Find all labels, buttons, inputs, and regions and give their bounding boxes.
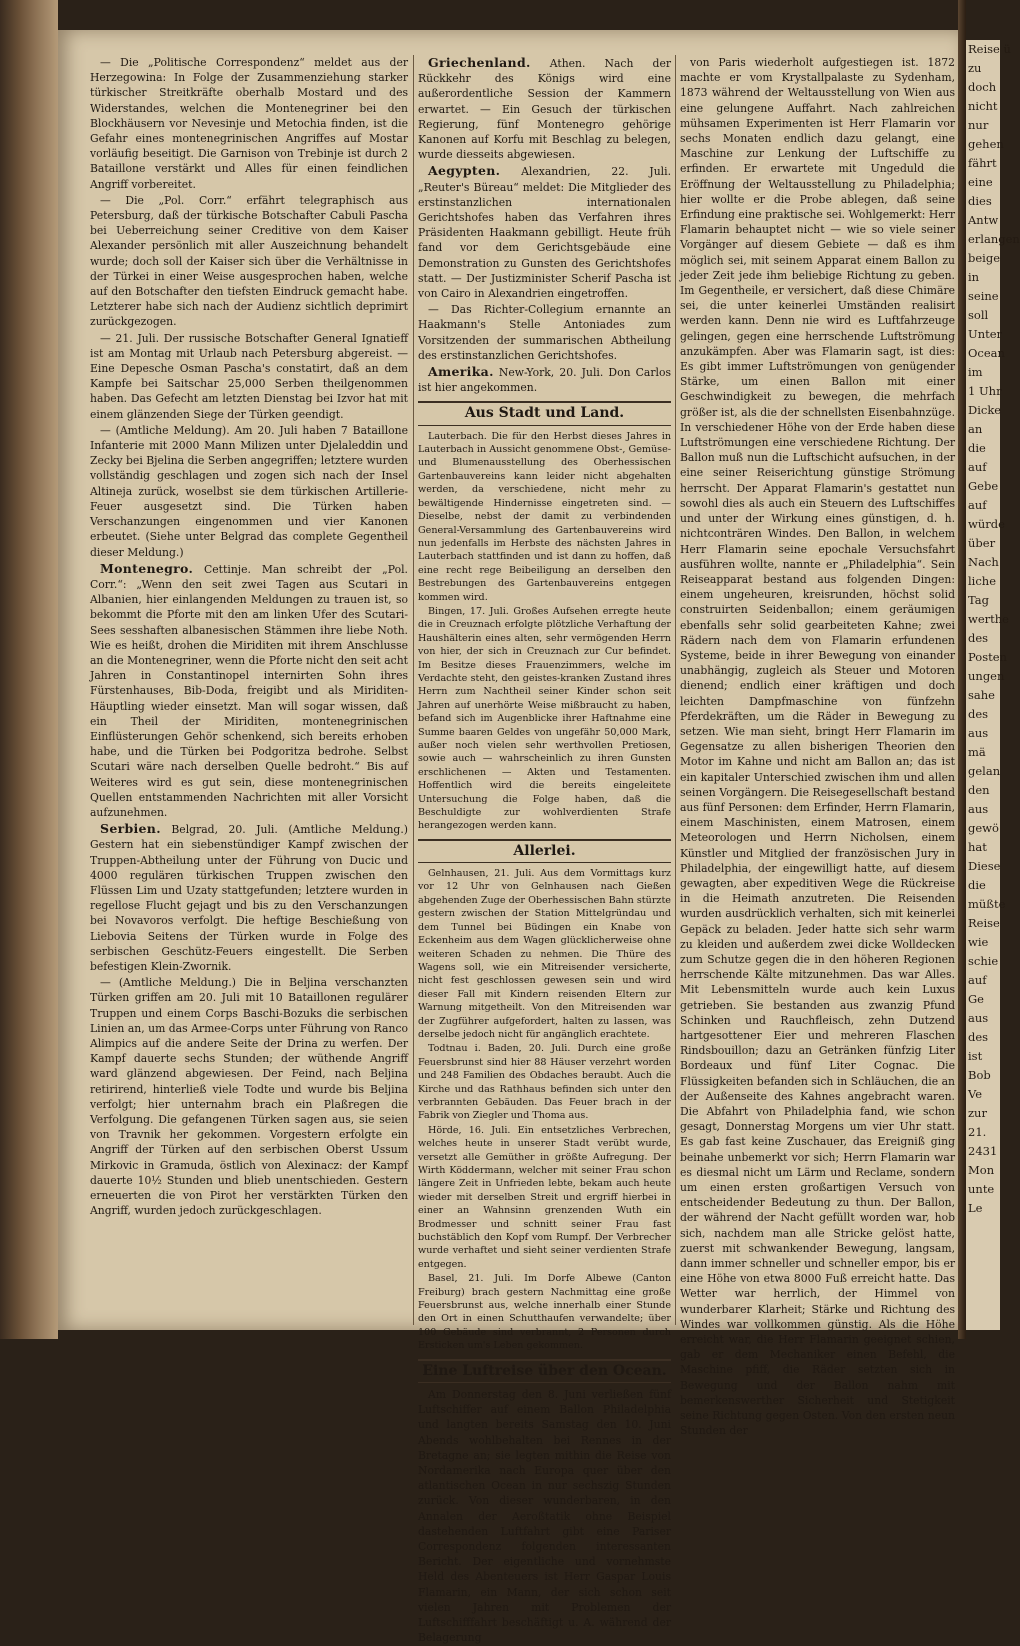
next-page-fragment: des (968, 1030, 989, 1044)
next-page-fragment: 2431 (968, 1144, 998, 1158)
next-page-fragment: hat (968, 840, 987, 854)
next-page-fragment: Bob (968, 1068, 991, 1082)
next-page-fragment: zur (968, 1106, 987, 1120)
paragraph: — 21. Juli. Der russische Botschafter General Ignatieff ist am Montag mit Urlaub nach Petersburg abgereist. — Eine Depesche Osman Pascha's constatirt, daß an dem Kampfe bei Saitschar 25,000 Serben theilgenommen haben. Das Gefecht am letzten Dienstag bei Izvor hat mit einem glänzenden Siege der Türken geendigt. (90, 331, 408, 421)
paragraph: — (Amtliche Meldung). Am 20. Juli haben 7 Bataillone Infanterie mit 2000 Mann Milizen unter Djelaleddin und Zecky bei Bjelina die Serben angegriffen; letztere wurden vollständig geschlagen und zogen sich nach der Insel Altineja zurück, woselbst sie dem türkischen Artillerie-Feuer ausgesetzt sind. Die Türken haben Verschanzungen eingenommen und vier Kanonen erbeutet. (Siehe unter Belgrad das complete Gegentheil dieser Meldung.) (90, 423, 408, 559)
next-page-fragment: in (968, 270, 980, 284)
next-page-fragment: an (968, 422, 983, 436)
book-binding (0, 0, 58, 1339)
next-page-fragment: schie (968, 954, 999, 968)
next-page-fragment: sahe (968, 688, 995, 702)
next-page-fragment: Tag (968, 593, 989, 607)
column-2 (418, 55, 671, 1646)
paragraph: Am Donnerstag den 8. Juni verließen fünf Luftschiffer auf einem Ballon Philadelphia und langten bereits Samstag den 10. Juni Abends wohlbehalten bei Rennes in der Bretagne an; sie legten mithin die Reise von Nordamerika nach Europa quer über den atlantischen Ocean in nur sechszig Stunden zurück. Von dieser wunderbaren, in den Annalen der Aeroßtatik ohne Beispiel dastehenden Luftfahrt gibt eine Pariser Correspondenz folgenden interessanten Bericht. Der eigentliche und vornehmste Held des Abenteuers ist Herr Gaspar Louis Flamarin, ein Mann, der sich schon seit vielen Jahren mit Problemen der Luftschifffahrt beschäftigt u. A. während der Belagerung (418, 1387, 671, 1645)
next-page-fragment: auf (968, 460, 987, 474)
section-heading: Griechenland. (428, 55, 531, 70)
next-page-fragment: den (968, 783, 990, 797)
next-page-fragment: liche (968, 574, 997, 588)
next-page-fragment: unte (968, 1182, 995, 1196)
next-page-fragment: eine (968, 175, 993, 189)
next-page-fragment: auf (968, 498, 987, 512)
next-page-fragment: auf (968, 973, 987, 987)
column-1 (90, 55, 408, 1219)
next-page-fragment: fährt (968, 156, 997, 170)
greece-section (418, 55, 671, 162)
next-page-fragment: Nach (968, 555, 999, 569)
next-page-fragment: die (968, 878, 986, 892)
paragraph: Hörde, 16. Juli. Ein entsetzliches Verbrechen, welches heute in unserer Stadt verübt wurde, versetzt alle Gemüther in größte Aufregung. Der Wirth Köddermann, welcher mit seiner Frau schon längere Zeit in Unfrieden lebte, bekam auch heute wieder mit derselben Streit und ergriff hierbei in einer an Wahnsinn grenzenden Wuth ein Brodmesser und schnitt seiner Frau fast buchstäblich den Kopf vom Rumpf. Der Verbrecher wurde verhaftet und sieht seiner verdienten Strafe entgegen. (418, 1124, 671, 1270)
misc-heading: Allerlei. (418, 839, 671, 863)
next-page-fragment: Diese (968, 859, 1001, 873)
serbien-section (90, 821, 408, 974)
next-page-edge (966, 40, 1020, 1330)
section-heading: Serbien. (100, 821, 161, 837)
next-page-fragment: seine (968, 289, 999, 303)
next-page-fragment: über (968, 536, 996, 550)
paragraph: Lauterbach. Die für den Herbst dieses Jahres in Lauterbach in Aussicht genommene Obst-, Gemüse- und Blumenausstellung des Oberhessischen Gartenbauvereins kann leider nicht abgehalten werden, da verschiedene, nicht mehr zu bewältigende Hindernisse eingetreten sind. — Dieselbe, nebst der damit zu verbindenden General-Versammlung des Gartenbauvereins wird nun jedenfalls im Herbste des nächsten Jahres in Lauterbach stattfinden und ist dann zu hoffen, daß eine recht rege Beibeiligung an derselben den Bestrebungen des Gartenbauvereins entgegen kommen wird. (418, 430, 671, 603)
next-page-fragment: des (968, 631, 989, 645)
next-page-fragment: 21. (968, 1125, 987, 1139)
next-page-fragment: Dicke (968, 403, 1002, 417)
section-heading: Montenegro. (100, 560, 194, 576)
next-page-fragment: doch (968, 80, 997, 94)
next-page-fragment: beige (968, 251, 1001, 265)
next-page-fragment: ist (968, 1049, 983, 1063)
next-page-fragment: werthe (968, 612, 1009, 626)
america-section (418, 364, 671, 395)
section-text: New-York, 20. Juli. Don Carlos ist hier angekommen. (418, 366, 671, 395)
section-text: Alexandrien, 22. Juli. „Reuter's Büreau“ meldet: Die Mitglieder des erstinstanzlichen internationalen Gerichtshofes haben das Verfahren ihres Präsidenten Haakmann gebilligt. Heute früh fand vor dem Gerichtsgebäude eine Demonstration zu Gunsten des Gerichtshofes statt. — Der Justizminister Scherif Pascha ist von Cairo in Alexandrien eingetroffen. (418, 165, 671, 301)
next-page-fragment: aus (968, 802, 989, 816)
egypt-section (418, 163, 671, 301)
page-gutter (958, 0, 966, 1339)
section-heading: Amerika. (428, 364, 494, 380)
next-page-fragment: nicht (968, 99, 998, 113)
paragraph: Basel, 21. Juli. Im Dorfe Albewe (Canton Freiburg) brach gestern Nachmittag eine große Feuersbrunst aus, welche innerhalb einer Stunde den Ort in einen Schutthaufen verwandelte; über 100 Gebäude sind verbrannt, 2 Personen durch Ersticken um's Leben gekommen. (418, 1273, 671, 1352)
paragraph: — Die „Pol. Corr.“ erfährt telegraphisch aus Petersburg, daß der türkische Botschafter Cabuli Pascha bei Ueberreichung seiner Creditive von dem Kaiser Alexander persönlich mit aller Auszeichnung behandelt wurde; doch soll der Kaiser sich über die Verhältnisse in der Türkei in einer Weise ausgesprochen haben, welche auf den Botschafter den tiefsten Eindruck gemacht habe. Letzterer habe sich nach der Audienz sichtlich deprimirt zurückgezogen. (90, 193, 408, 329)
paragraph: Bingen, 17. Juli. Großes Aufsehen erregte heute die in Creuznach erfolgte plötzliche Verhaftung der Haushälterin eines alten, sehr vermögenden Herrn von hier, der sich in Creuznach zur Cur befindet. Im Besitze dieses Frauenzimmers, welche im Verdachte steht, den geistes-kranken Zustand ihres Herrn zum Nachtheil seiner Kinder schon seit Jahren auf unerhörte Weise mißbraucht zu haben, befand sich im Augenblicke ihrer Haftnahme eine Summe baaren Geldes von ungefähr 50,000 Mark, außer noch vielen sehr werthvollen Pretiosen, sowie auch — wahrscheinlich zu ihren Gunsten erschlichenen — Akten und Testamenten. Hoffentlich wird die bereits eingeleitete Untersuchung die Folge haben, daß die Beschuldigte zur wohlverdienten Strafe herangezogen werden kann. (418, 605, 671, 832)
column-rule (413, 55, 414, 1325)
next-page-fragment: nur (968, 118, 989, 132)
next-page-fragment: Unter (968, 327, 1003, 341)
paragraph: von Paris wiederholt aufgestiegen ist. 1872 machte er vom Krystallpalaste zu Sydenham, 1873 während der Weltausstellung von Wien aus eine gelungene Auffahrt. Nach zahlreichen mühsamen Experimenten ist Herr Flamarin vor sechs Monaten endlich dazu gelangt, eine Maschine zur Lenkung der Luftschiffe zu erfinden. Er erwartete mit Ungeduld die Eröffnung der Weltausstellung zu Philadelphia; hier wollte er die Probe ablegen, daß seine Erfindung eine praktische sei. Wohlgemerkt: Herr Flamarin behauptet nicht — wie so viele seiner Vorgänger auf diesem Gebiete — daß es ihm möglich sei, mit seinem Apparat einem Ballon zu jeder Zeit jede ihm beliebige Richtung zu geben. Im Gegentheile, er versichert, daß diese Chimäre sei, die unter keinerlei Umständen realisirt werden kann. Denn nie wird es Luftfahrzeuge gelingen, gegen eine herrschende Luftströmung anzukämpfen. Aber was Flamarin sagt, ist dies: Es gibt immer Luftströmungen von genügender Stärke, um einen Ballon mit einer Geschwindigkeit zu bewegen, die mehrfach größer ist, als die der schnellsten Eisenbahnzüge. In verschiedener Höhe von der Erde haben diese Luftströmungen eine verschiedene Richtung. Der Ballon muß nun die Luftschicht aufsuchen, in der eine seiner Reiserichtung günstige Strömung herrscht. Der Apparat Flamarin's gestattet nun sowohl dies als auch ein Steuern des Luftschiffes und unter der Wirkung eines günstigen, d. h. nichtconträren Windes. Den Ballon, in welchem Herr Flamarin seine epochale Versuchsfahrt ausführen wollte, nannte er „Philadelphia“. Sein Reiseapparat bestand aus folgenden Dingen: einem ungeheuren, kreisrunden, höchst solid construirten Seidenballon; einem geräumigen ebenfalls sehr solid gearbeiteten Kahne; zwei Rädern nach dem von Flamarin erfundenen Systeme, beide in ihrer Bewegung von einander unabhängig, zugleich als Steuer und Motoren dienend; endlich einer kräftigen und doch leichten Dampfmaschine von fünfzehn Pferdekräften, um die Räder in Bewegung zu setzen. Wie man sieht, bringt Herr Flamarin im Gegensatze zu allen bisherigen Theorien den Motor im Kahne und nicht am Ballon an; das ist ein kapitaler Unterschied zwischen ihm und allen seinen Vorgängern. Die Reisegesellschaft bestand aus fünf Personen: dem Erfinder, Herrn Flamarin, einem Maschinisten, einem Matrosen, einem Meteorologen und Herrn Nicholsen, einem Künstler und Mitglied der französischen Jury in Philadelphia, der eingewilligt hatte, auf diesem gewagten, aber expeditiven Wege die Rückreise in die Heimath anzutreten. Die Reisenden wurden ausdrücklich verhalten, sich mit keinerlei Gepäck zu beladen. Jeder hatte sich sehr warm zu kleiden und außerdem zwei dicke Wolldecken zum Schutze gegen die in den höheren Regionen herrschende Kälte mitzunehmen. Das war Alles. Mit Lebensmitteln wurde auch kein Luxus getrieben. Sie bestanden aus zwanzig Pfund Schinken und Rauchfleisch, zehn Dutzend hartgesottener Eier und mehreren Flaschen Rindsbouillon; dazu an Getränken fünfzig Liter Bordeaux und fünf Liter Cognac. Die Flüssigkeiten befanden sich in Schläuchen, die an der Außenseite des Kahnes angebracht waren. Die Abfahrt von Philadelphia fand, wie schon gesagt, Donnerstag Morgens um vier Uhr statt. Es gab fast keine Zuschauer, das Ereigniß ging beinahe unbemerkt vor sich; Herrn Flamarin war es diesmal nicht um Lärm und Reclame, sondern um einen ersten großartigen Versuch von entscheidender Bedeutung zu thun. Der Ballon, der während der Nacht gefüllt worden war, hob sich, nachdem man alle Stricke gelöst hatte, zuerst mit schwankender Bewegung, langsam, dann immer schneller und schneller empor, bis er eine Höhe von etwa 8000 Fuß erreicht hatte. Das Wetter war herrlich, der Himmel von wunderbarer Klarheit; Stärke und Richtung des Windes war vollkommen günstig. Als die Höhe erreicht war, die Herr Flamarin geeignet schien, gab er dem Mechaniker einen Befehl, die Maschine pfiff, die Räder setzten sich in Bewegung und der Ballon nahm mit bemerkenswerther Sicherheit und Stetigkeit seine Richtung gegen Osten. Von den ersten neun Stunden der (680, 56, 955, 1438)
column-rule (675, 55, 676, 1325)
paragraph: Gelnhausen, 21. Juli. Aus dem Vormittags kurz vor 12 Uhr von Gelnhausen nach Gießen abgehenden Zuge der Oberhessischen Bahn stürzte gestern zwischen der Station Mittelgründau und dem Tunnel bei Büdingen ein Knabe von Eckenheim aus dem Wagen glücklicherweise ohne weiteren Schaden zu nehmen. Die Thüre des Wagens soll, wie ein Mitreisender versicherte, nicht fest geschlossen gewesen sein und wird dieser Fall mit Kindern reisenden Eltern zur Warnung mitgetheilt. Von den Mitreisenden war der Zugführer aufgefordert, halten zu lassen, was derselbe jedoch nicht für angänglich erachtete. (418, 868, 671, 1040)
paragraph: — Die „Politische Correspondenz“ meldet aus der Herzegowina: In Folge der Zusammenziehung starker türkischer Streitkräfte oberhalb Mostard und des Widerstandes, welchen die Montenegriner bei den Blockhäusern vor Nevesinje und Metochia finden, ist die Gefahr eines montenegrinischen Angriffes auf Mostar vorläufig beseitigt. Die Garnison von Trebinje ist durch 2 Bataillone verstärkt und Alles für einen feindlichen Angriff vorbereitet. (90, 56, 408, 191)
next-page-fragment: Ge (968, 992, 984, 1006)
next-page-fragment: aus (968, 726, 989, 740)
next-page-fragment: gelan (968, 764, 1001, 778)
section-text: Athen. Nach der Rückkehr des Königs wird eine außerordentliche Session der Kammern erwartet. — Ein Gesuch der türkischen Regierung, fünf Montenegro gehörige Kanonen auf Korfu mit Beschlag zu belegen, wurde diesseits abgewiesen. (418, 57, 671, 162)
next-page-fragment: zu (968, 61, 982, 75)
next-page-fragment: wie (968, 935, 989, 949)
next-page-fragment: Gebe (968, 479, 999, 493)
section-text: Cettinje. Man schreibt der „Pol. Corr.“: „Wenn den seit zwei Tagen aus Scutari in Albanien, hier einlangenden Meldungen zu trauen ist, so bekommt die Pforte mit den am linken Ufer des Scutari-Sees sesshaften albanesischen Stämmen ihre liebe Noth. Wie es heißt, drohen die Miriditen mit ihrem Anschlusse an die Montenegriner, wenn die Pforte nicht den seit acht Jahren in Constantinopel internirten Sohn ihres Fürstenhauses, Bib-Doda, freigibt und als Miriditen-Häuptling wieder einsetzt. Man will sogar wissen, daß ein Theil der Miriditen, montenegrinischen Einflüsterungen Gehör schenkend, sich bereits erhoben habe, und die Türken bei Podgoritza bedrohe. Selbst Scutari wäre nach derselben Quelle bedroht.“ Bis auf Weiteres wird es gut sein, diese montenegrinischen Quellen entstammenden Nachrichten mit aller Vorsicht aufzunehmen. (90, 562, 408, 819)
montenegro-section (90, 561, 408, 820)
next-page-fragment: soll (968, 308, 989, 322)
next-page-fragment: würde (968, 517, 1005, 531)
next-page-fragment: Reise (968, 916, 1000, 930)
next-page-fragment: dies (968, 194, 992, 208)
local-news-heading: Aus Stadt und Land. (418, 401, 671, 425)
next-page-fragment: Ocean (968, 346, 1005, 360)
next-page-fragment: Posten (968, 650, 1007, 664)
next-page-fragment: im (968, 365, 983, 379)
paragraph: — Das Richter-Collegium ernannte an Haakmann's Stelle Antoniades zum Vorsitzenden der summarischen Abtheilung des erstinstanzlichen Gerichtshofes. (418, 303, 671, 362)
next-page-fragment: gewö (968, 821, 999, 835)
feature-heading: Eine Luftreise über den Ocean. (418, 1359, 671, 1383)
next-page-fragment: Mon (968, 1163, 995, 1177)
paragraph: — (Amtliche Meldung.) Die in Beljina verschanzten Türken griffen am 20. Juli mit 10 Bataillonen regulärer Truppen und einem Corps Baschi-Bozuks die serbischen Linien an, um das Armee-Corps unter Führung von Ranco Alimpics auf die andere Seite der Drina zu werfen. Der Kampf dauerte sechs Stunden; der wüthende Angriff ward glänzend abgewiesen. Der Feind, nach Beljina retirirend, hinterließ viele Todte und wurde bis Beljina verfolgt; hier unternahm brach ein Plaßregen die Verfolgung. Die gefangenen Türken sagen aus, sie seien von Travnik her gekommen. Vorgestern erfolgte ein Angriff der Türken auf den serbischen Oberst Ussum Mirkovic in Gramuda, östlich von Alexinacz: der Kampf dauerte 10½ Stunden und blieb unentschieden. Gestern erneuerten die von Pirot her verstärkten Türken den Angriff, wurden jedoch zurückgeschlagen. (90, 976, 408, 1218)
next-page-fragment: ungen (968, 669, 1005, 683)
next-page-fragment: Reise ü (968, 42, 1011, 56)
next-page-fragment: Ve (968, 1087, 983, 1101)
next-page-fragment: mä (968, 745, 986, 759)
next-page-fragment: aus (968, 1011, 989, 1025)
next-page-fragment: erlangen (968, 232, 1020, 246)
next-page-fragment: Antw (968, 213, 999, 227)
next-page-fragment: die (968, 441, 986, 455)
column-3 (680, 55, 955, 1439)
next-page-fragment: Le (968, 1201, 983, 1215)
next-page-fragment: des (968, 707, 989, 721)
section-heading: Aegypten. (428, 163, 501, 179)
section-text: Belgrad, 20. Juli. (Amtliche Meldung.) Gestern hat ein siebenstündiger Kampf zwischen der Truppen-Abtheilung unter der Führung von Ducic und 4000 regulären türkischen Truppen zwischen den Flüssen Lim und Uzaty stattgefunden; letztere wurden in regellose Flucht gejagt und bis zu den Verschanzungen bei Novavoros verfolgt. Die heftige Beschießung von Liebovia Seitens der Türken wurde in Folge des serbischen Geschütz-Feuers eingestellt. Die Serben befestigen Klein-Zwornik. (90, 823, 408, 973)
paragraph: Todtnau i. Baden, 20. Juli. Durch eine große Feuersbrunst sind hier 88 Häuser verzehrt worden und 248 Familien des Obdaches beraubt. Auch die Kirche und das Rathhaus befinden sich unter den verbrannten Gebäuden. Das Feuer brach in der Fabrik von Ziegler und Thoma aus. (418, 1043, 671, 1122)
next-page-fragment: müßte (968, 897, 1006, 911)
next-page-fragment: 1 Uhr (968, 384, 1002, 398)
next-page-fragment: gehen (968, 137, 1004, 151)
